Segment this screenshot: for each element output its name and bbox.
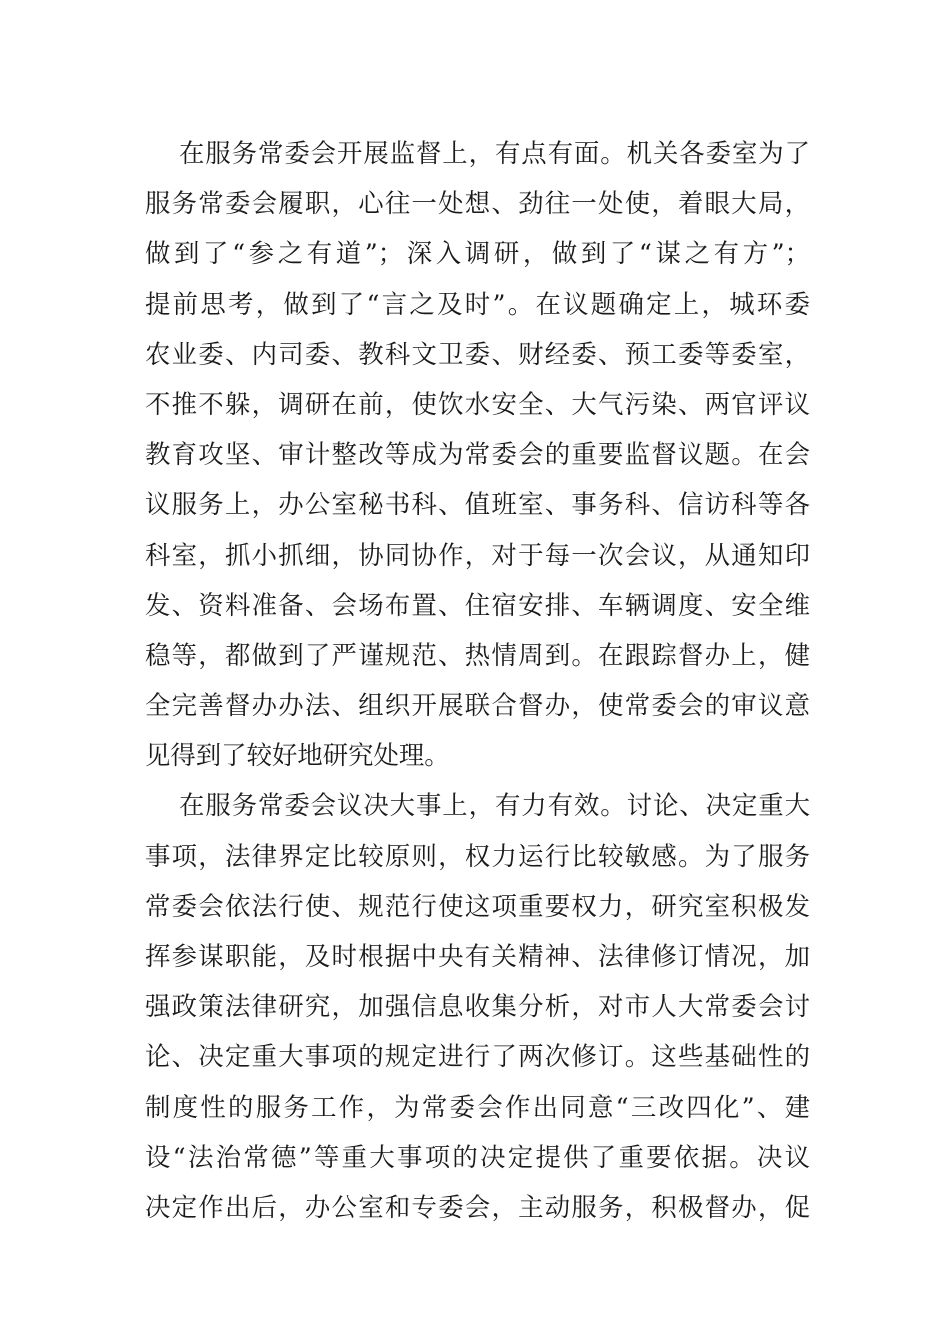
paragraph-line: 论、决定重大事项的规定进行了两次修订。这些基础性的 <box>145 1041 810 1072</box>
document-body <box>145 128 810 1232</box>
paragraph-line: 决定作出后，办公室和专委会，主动服务，积极督办，促 <box>145 1191 810 1222</box>
paragraph-line: 全完善督办办法、组织开展联合督办，使常委会的审议意 <box>145 690 810 721</box>
paragraph-line: 在服务常委会开展监督上，有点有面。机关各委室为了 <box>179 138 810 168</box>
paragraph-1 <box>145 128 810 780</box>
paragraph-line: 制度性的服务工作，为常委会作出同意“三改四化”、建 <box>145 1091 810 1122</box>
paragraph-line: 农业委、内司委、教科文卫委、财经委、预工委等委室， <box>145 338 810 369</box>
paragraph-line: 服务常委会履职，心往一处想、劲往一处使，着眼大局， <box>145 188 810 219</box>
paragraph-line: 常委会依法行使、规范行使这项重要权力，研究室积极发 <box>145 890 810 921</box>
paragraph-line: 挥参谋职能，及时根据中央有关精神、法律修订情况，加 <box>145 941 810 971</box>
paragraph-line: 设“法治常德”等重大事项的决定提供了重要依据。决议 <box>145 1141 810 1172</box>
paragraph-line: 事项，法律界定比较原则，权力运行比较敏感。为了服务 <box>145 840 810 871</box>
paragraph-line: 科室，抓小抓细，协同协作，对于每一次会议，从通知印 <box>145 539 810 570</box>
paragraph-line: 议服务上，办公室秘书科、值班室、事务科、信访科等各 <box>145 489 810 520</box>
paragraph-line: 稳等，都做到了严谨规范、热情周到。在跟踪督办上，健 <box>145 639 810 670</box>
paragraph-2 <box>145 780 810 1232</box>
paragraph-line: 提前思考，做到了“言之及时”。在议题确定上，城环委 <box>145 288 810 319</box>
paragraph-line: 不推不躲，调研在前，使饮水安全、大气污染、两官评议 <box>145 388 810 419</box>
paragraph-line: 在服务常委会议决大事上，有力有效。讨论、决定重大 <box>179 790 810 821</box>
paragraph-line: 教育攻坚、审计整改等成为常委会的重要监督议题。在会 <box>145 439 810 470</box>
paragraph-line: 发、资料准备、会场布置、住宿安排、车辆调度、安全维 <box>145 589 810 620</box>
paragraph-line: 做到了“参之有道”；深入调研，做到了“谋之有方”； <box>145 238 810 269</box>
paragraph-line: 强政策法律研究，加强信息收集分析，对市人大常委会讨 <box>145 991 810 1022</box>
paragraph-line: 见得到了较好地研究处理。 <box>145 740 450 771</box>
